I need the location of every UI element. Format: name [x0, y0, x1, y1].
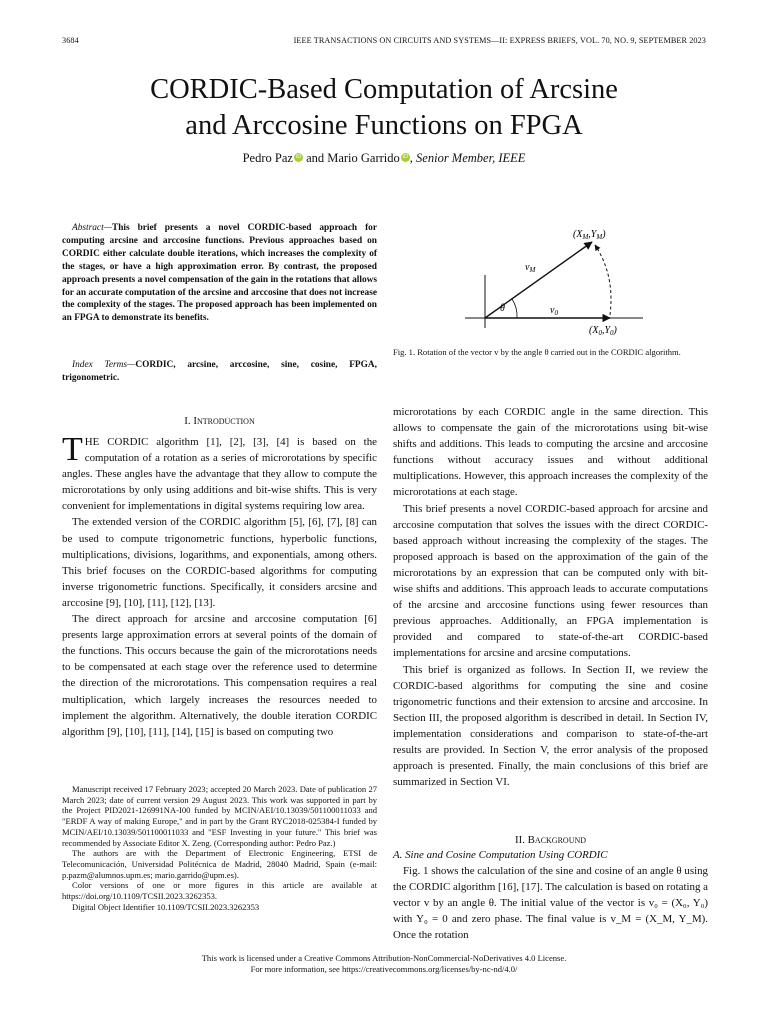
- rotation-arc: [595, 245, 611, 315]
- svg-text:(X0,Y0): $(X_0,Y_0)$: [589, 325, 617, 337]
- right-paragraph-3: This brief is organized as follows. In Section II, we review the CORDIC-based algorithms for computing the sine and cosine trigonometric functions and their extension to arcsine and arccosine. In Section III, the proposed algorithm is described in detail. In Section IV, implementation considerations and comparison to state-of-the-art results are provided. In Section V, the error analysis of the proposed approach is presented. Finally, the main conclusions of this brief are summarized in Section VI.: [393, 663, 708, 789]
- svg-text:(XM,YM): $(X_M,Y_M)$: [573, 229, 606, 241]
- journal-name: IEEE TRANSACTIONS ON CIRCUITS AND SYSTEMS—II: EXPRESS BRIEFS, VOL. 70, NO. 9, SEPTEMBER 2023: [293, 36, 706, 45]
- vm-label: v: [525, 262, 530, 273]
- abstract: [62, 222, 377, 325]
- footnote-block: [62, 784, 377, 912]
- v0-label: v: [550, 305, 555, 316]
- orcid-icon[interactable]: iD: [402, 154, 409, 160]
- paper-title: [0, 72, 768, 144]
- abstract-text: This brief presents a novel CORDIC-based approach for computing arcsine and arccosine functions. Previous approaches based on CORDIC either calculate double iterations, which increases the complexity of the stages, or have a high approximation error. By contrast, the proposed approach presents a novel compensation of the gain in the rotations that allows for an accurate computation of the arcsine and arccosine that does not increase the complexity of the stages. The proposed approach has been implemented on an FPGA to demonstrate its benefits.: [62, 223, 377, 324]
- page-number: 3684: [62, 36, 79, 45]
- index-terms-label: Index Terms—: [72, 360, 136, 370]
- svg-text:vM: $v_M$: [525, 262, 536, 274]
- footnote-affiliation: The authors are with the Department of Electronic Engineering, ETSI de Telecomunicación, Universidad Politécnica de Madrid, 28040 Madrid, Spain (e-mail: p.pazm@alumnos.upm.es; mario.garrido@upm.es).: [62, 848, 377, 880]
- right-paragraph-2: This brief presents a novel CORDIC-based approach for arcsine and arccosine computation that solves the issues with the direct CORDIC-based approach without increasing the complexity of the stages. The proposed approach is based on the approximation of the gain of the microrotations by an expression that can be computed only with bit-wise shifts and additions. This approach leads to accurate computations of the arcsine and arccosine functions using fewer resources than previous approaches. Additionally, an FPGA implementation is provided and compared to state-of-the-art CORDIC-based implementations for arcsine and arcsine computations.: [393, 502, 708, 660]
- section-1-paragraph-2: The extended version of the CORDIC algorithm [5], [6], [7], [8] can be used to compute trigonometric functions, hyperbolic functions, multiplications, divisions, logarithms, and exponentials, among others. This brief focuses on the CORDIC-based algorithms for computing inverse trigonometric functions. Specifically, it considers arcsine and arccosine [9], [10], [11], [12], [13].: [62, 516, 377, 609]
- title-line-1: CORDIC-Based Computation of Arcsine: [150, 74, 618, 105]
- orcid-icon[interactable]: iD: [295, 154, 302, 160]
- theta-label: θ: [500, 303, 505, 314]
- running-head: [62, 36, 706, 48]
- left-column: [62, 414, 377, 740]
- author-1: Pedro Paz: [242, 151, 293, 165]
- section-2-heading: II. Background: [514, 834, 587, 846]
- xm-ym-label: (X: [573, 229, 583, 240]
- license-line-2: For more information, see https://creativecommons.org/licenses/by-nc-nd/4.0/: [250, 964, 518, 975]
- author-2-grade: , Senior Member, IEEE: [409, 151, 526, 165]
- license-notice: [0, 953, 768, 976]
- section-1-paragraph-1: THE CORDIC algorithm [1], [2], [3], [4] is based on the computation of a rotation as a series of microrotations by specific angles. These angles have the advantage that they allow to compute the microrotations by only using additions and bit-wise shifts. This is very convenient for implementations in digital systems requiring low area.: [62, 431, 377, 513]
- drop-cap: T: [62, 431, 83, 468]
- section-2a-subheading: A. Sine and Cosine Computation Using CORDIC: [393, 849, 608, 861]
- title-line-2: and Arccosine Functions on FPGA: [185, 110, 583, 141]
- footnote-doi: Digital Object Identifier 10.1109/TCSII.2023.3262353: [72, 901, 260, 912]
- x0-y0-label: (X: [589, 325, 599, 336]
- section-1-paragraph-3: The direct approach for arcsine and arccosine computation [6] presents large approximation errors at several points of the domain of the functions. This occurs because the gain of the microrotations needs to be compensated at each stage over the reference used to determine the direction of the microrotations. This compensation requires a real multiplication, which largely increases the resources needed to implement the algorithm. Alternatively, the double iteration CORDIC algorithm [9], [10], [11], [14], [15] is based on computing two: [62, 613, 377, 738]
- author-2: and Mario Garrido: [302, 151, 400, 165]
- theta-arc: [512, 299, 517, 318]
- right-column: [393, 404, 708, 790]
- author-line: [0, 150, 768, 166]
- footnote-color: Color versions of one or more figures in this article are available at https://doi.org/10.1109/TCSII.2023.3262353.: [62, 880, 377, 902]
- index-terms-text: CORDIC, arcsine, arccosine, sine, cosine, FPGA, trigonometric.: [62, 360, 377, 383]
- section-2: [393, 833, 708, 943]
- section-1-heading: I. Introduction: [184, 415, 255, 427]
- footnote-manuscript: Manuscript received 17 February 2023; accepted 20 March 2023. Date of publication 27 March 2023; date of current version 29 August 2023. This work was supported in part by the Project PID2021-126991NA-I00 funded by MCIN/AEI/10.13039/501100011033 and "ERDF A way of making Europe," and in part by the Grant RYC2018-025384-I funded by MCIN/AEI/10.13039/501100011033 and "ESF Investing in your future." This brief was recommended by Associate Editor X. Zeng. (Corresponding author: Pedro Paz.): [62, 784, 377, 848]
- index-terms: [62, 359, 377, 385]
- abstract-label: Abstract—: [72, 223, 112, 233]
- svg-text:v0: $v_0$: [550, 305, 558, 317]
- right-paragraph-1: microrotations by each CORDIC angle in the same direction. This allows to compensate the gain of the microrotations using bit-wise shifts and additions. This leads to computing the arcsine and arccosine functions without accuracy issues and without additional multiplications. However, this approach increases the complexity of the microrotations at each stage.: [393, 406, 708, 499]
- license-line-1: This work is licensed under a Creative Commons Attribution-NonCommercial-NoDerivatives 4.0 License.: [201, 953, 567, 963]
- figure-1-rotation-diagram: [455, 220, 645, 340]
- figure-1-caption: Fig. 1. Rotation of the vector v by the angle θ carried out in the CORDIC algorithm.: [393, 347, 681, 357]
- section-2-paragraph-1: Fig. 1 shows the calculation of the sine and cosine of an angle θ using the CORDIC algorithm [16], [17]. The calculation is based on rotating a vector v by an angle θ. The initial value of the vector is v₀ = (X₀, Y₀) with Y₀ = 0 and zero phase. The final value is v_M = (X_M, Y_M). Once the rotation: [393, 865, 708, 942]
